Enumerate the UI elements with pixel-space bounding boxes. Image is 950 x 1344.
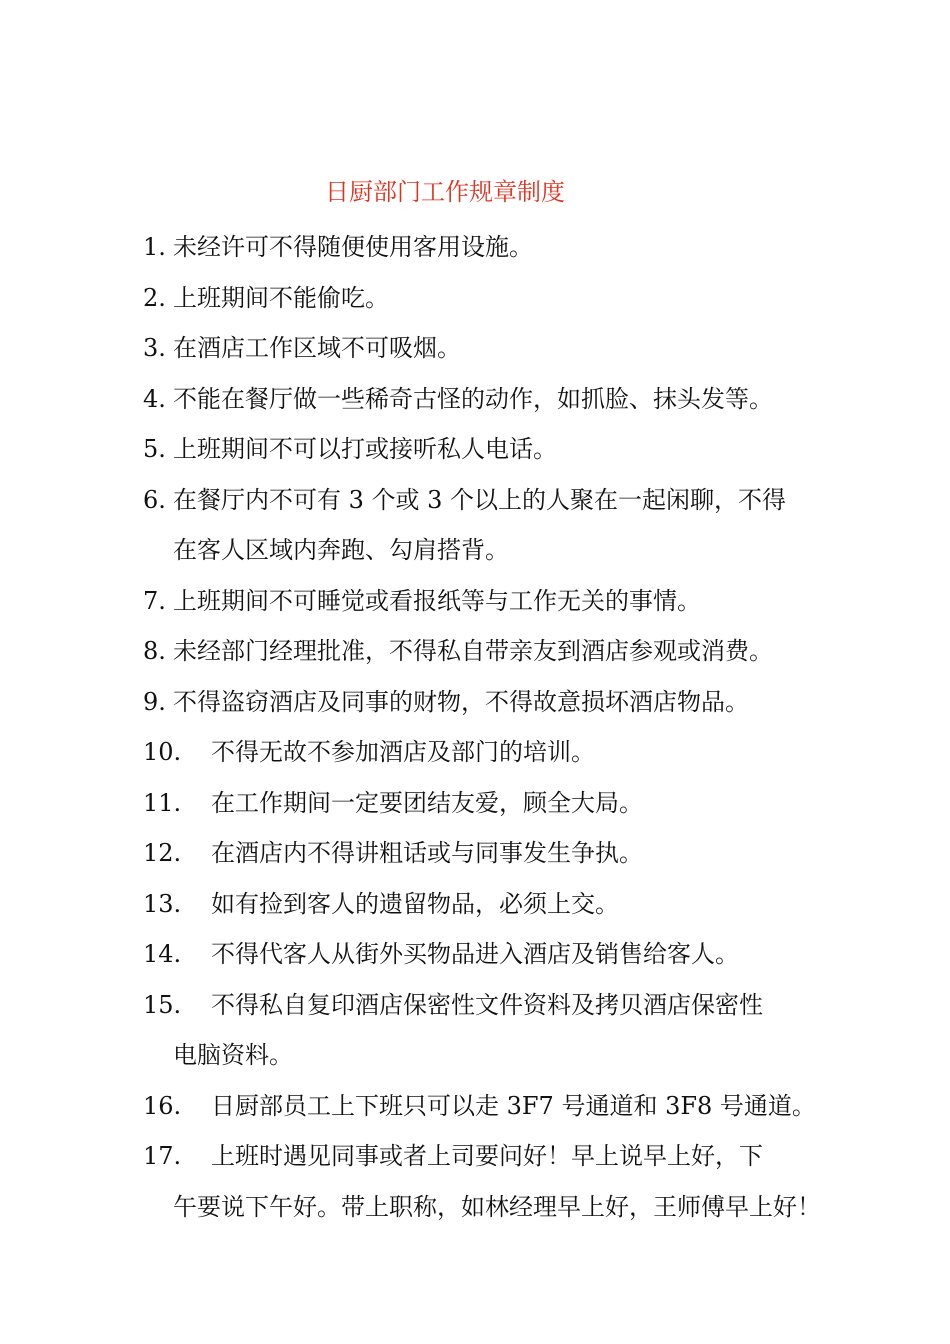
rule-text: 不得代客人从街外买物品进入酒店及销售给客人。 bbox=[211, 940, 739, 968]
rule-text: 不能在餐厅做一些稀奇古怪的动作，如抓脸、抹头发等。 bbox=[173, 384, 773, 413]
rule-number: 1. bbox=[143, 233, 166, 261]
rule-item bbox=[143, 1081, 823, 1132]
rule-text-continuation: 在客人区域内奔跑、勾肩搭背。 bbox=[173, 536, 509, 564]
rule-item bbox=[143, 222, 823, 273]
rule-number: 13. bbox=[143, 889, 182, 918]
rule-text: 上班期间不可睡觉或看报纸等与工作无关的事情。 bbox=[173, 586, 701, 615]
rule-text: 不得盗窃酒店及同事的财物，不得故意损坏酒店物品。 bbox=[173, 687, 749, 716]
rule-text-continuation: 午要说下午好。带上职称，如林经理早上好，王师傅早上好！ bbox=[173, 1192, 821, 1221]
rule-number: 5. bbox=[143, 435, 166, 463]
rule-item bbox=[143, 980, 823, 1081]
rule-text: 上班期间不可以打或接听私人电话。 bbox=[173, 435, 557, 463]
rule-item bbox=[143, 424, 823, 475]
rule-item bbox=[143, 323, 823, 374]
rule-text: 不得私自复印酒店保密性文件资料及拷贝酒店保密性 bbox=[211, 990, 763, 1019]
rule-text: 在餐厅内不可有 3 个或 3 个以上的人聚在一起闲聊，不得 bbox=[173, 485, 787, 514]
rule-number: 4. bbox=[143, 384, 166, 413]
rule-item bbox=[143, 374, 823, 425]
rule-item bbox=[143, 475, 823, 576]
rule-number: 15. bbox=[143, 990, 182, 1019]
rule-item bbox=[143, 929, 823, 980]
rule-number: 11. bbox=[143, 788, 182, 817]
rule-item bbox=[143, 1131, 823, 1232]
rule-number: 10. bbox=[143, 738, 182, 766]
rule-number: 2. bbox=[143, 283, 166, 312]
rule-number: 8. bbox=[143, 637, 166, 665]
rule-item bbox=[143, 727, 823, 778]
rule-number: 17. bbox=[143, 1142, 182, 1170]
rule-item bbox=[143, 879, 823, 930]
rule-item bbox=[143, 828, 823, 879]
rule-item bbox=[143, 677, 823, 728]
rule-text: 未经部门经理批准，不得私自带亲友到酒店参观或消费。 bbox=[173, 637, 773, 665]
rule-text: 在工作期间一定要团结友爱，顾全大局。 bbox=[211, 788, 643, 817]
rule-number: 14. bbox=[143, 940, 182, 968]
rule-text: 如有捡到客人的遗留物品，必须上交。 bbox=[211, 889, 619, 918]
document-title: 日厨部门工作规章制度 bbox=[325, 178, 565, 206]
rule-number: 6. bbox=[143, 485, 166, 514]
rule-text: 未经许可不得随便使用客用设施。 bbox=[173, 233, 533, 261]
rule-number: 16. bbox=[143, 1091, 182, 1120]
rules-list bbox=[143, 222, 823, 1232]
rule-item bbox=[143, 778, 823, 829]
rule-text: 不得无故不参加酒店及部门的培训。 bbox=[211, 738, 595, 766]
rule-text: 上班期间不能偷吃。 bbox=[173, 283, 389, 312]
rule-item bbox=[143, 576, 823, 627]
rule-number: 7. bbox=[143, 586, 166, 615]
rule-number: 12. bbox=[143, 839, 182, 867]
rule-number: 3. bbox=[143, 334, 166, 362]
rule-text-continuation: 电脑资料。 bbox=[173, 1041, 293, 1069]
rule-number: 9. bbox=[143, 687, 166, 716]
rule-item bbox=[143, 273, 823, 324]
rule-text: 在酒店内不得讲粗话或与同事发生争执。 bbox=[211, 839, 643, 867]
rule-text: 在酒店工作区域不可吸烟。 bbox=[173, 334, 461, 362]
rule-item bbox=[143, 626, 823, 677]
rule-text: 日厨部员工上下班只可以走 3F7 号通道和 3F8 号通道。 bbox=[211, 1091, 816, 1120]
rule-text: 上班时遇见同事或者上司要问好！早上说早上好，下 bbox=[211, 1142, 763, 1170]
